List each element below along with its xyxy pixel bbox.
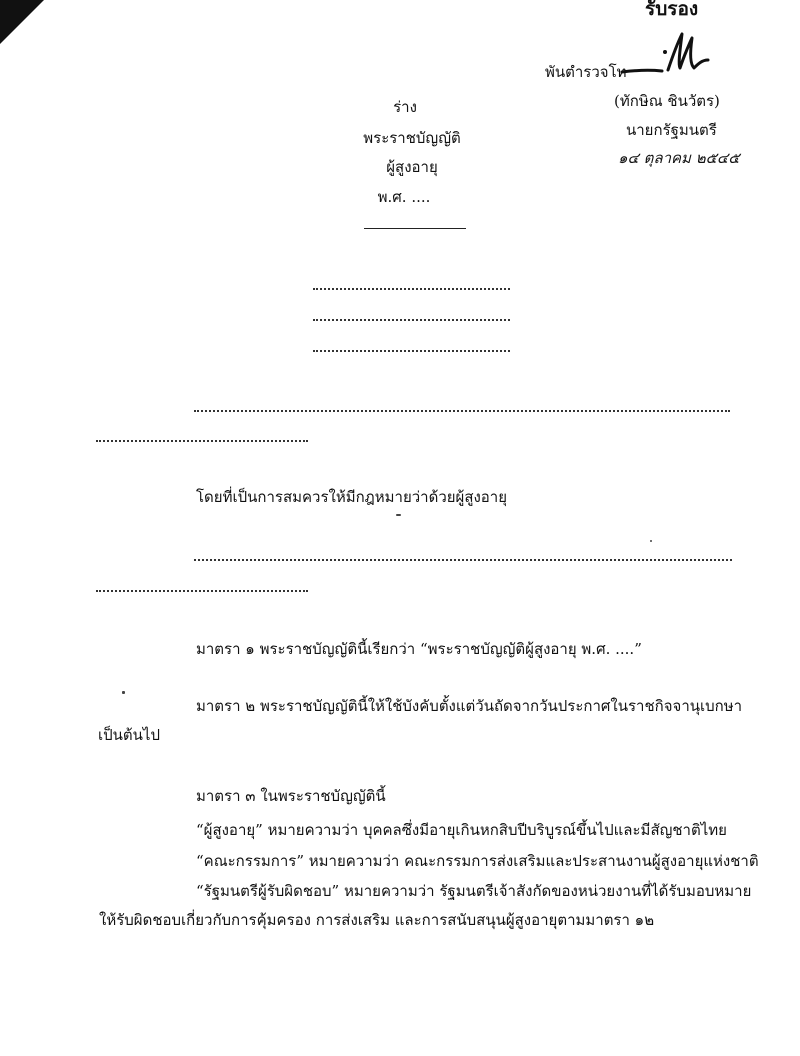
scan-corner-mark (0, 0, 44, 44)
act-year: พ.ศ. .... (377, 188, 431, 206)
section-1-text: มาตรา ๑ พระราชบัญญัตินี้เรียกว่า “พระราชบัญญัติผู้สูงอายุ พ.ศ. ....” (196, 640, 642, 658)
definition-minister: “รัฐมนตรีผู้รับผิดชอบ” หมายความว่า รัฐมนตรีเจ้าสังกัดของหน่วยงานที่ได้รับมอบหมาย (196, 882, 752, 900)
signer-title: นายกรัฐมนตรี (626, 121, 717, 139)
definition-elderly: “ผู้สูงอายุ” หมายความว่า บุคคลซึ่งมีอายุเกินหกสิบปีบริบูรณ์ขึ้นไปและมีสัญชาติไทย (196, 821, 727, 839)
act-subject: ผู้สูงอายุ (386, 158, 438, 176)
blank-line-6 (194, 559, 732, 561)
signer-rank: พันตำรวจโท (545, 63, 627, 81)
act-label: พระราชบัญญัติ (363, 129, 461, 147)
title-underline (364, 228, 466, 229)
blank-line-4 (194, 410, 730, 412)
section-3-heading: มาตรา ๓ ในพระราชบัญญัตินี้ (196, 787, 386, 805)
scan-speck (650, 540, 652, 542)
draft-label: ร่าง (393, 98, 417, 116)
preamble-text: โดยที่เป็นการสมควรให้มีกฎหมายว่าด้วยผู้สูงอายุ (196, 488, 508, 506)
blank-line-5 (96, 440, 308, 442)
scan-speck (122, 691, 125, 694)
section-2-continuation: เป็นต้นไป (98, 726, 160, 744)
definition-committee: “คณะกรรมการ” หมายความว่า คณะกรรมการส่งเสริมและประสานงานผู้สูงอายุแห่งชาติ (196, 852, 759, 870)
section-2-text: มาตรา ๒ พระราชบัญญัตินี้ให้ใช้บังคับตั้งแต่วันถัดจากวันประกาศในราชกิจจานุเบกษา (196, 697, 743, 715)
signature-date: ๑๔ ตุลาคม ๒๕๔๕ (618, 149, 740, 167)
blank-line-3 (313, 350, 510, 352)
scan-speck (396, 514, 401, 516)
stamp-text: รับรอง (645, 0, 699, 20)
blank-line-2 (313, 319, 510, 321)
definition-minister-continuation: ให้รับผิดชอบเกี่ยวกับการคุ้มครอง การส่งเสริม และการสนับสนุนผู้สูงอายุตามมาตรา ๑๒ (99, 911, 655, 929)
signature-icon (618, 30, 713, 80)
blank-line-1 (313, 288, 510, 290)
blank-line-7 (96, 590, 308, 592)
signer-name: (ทักษิณ ชินวัตร) (614, 92, 720, 110)
